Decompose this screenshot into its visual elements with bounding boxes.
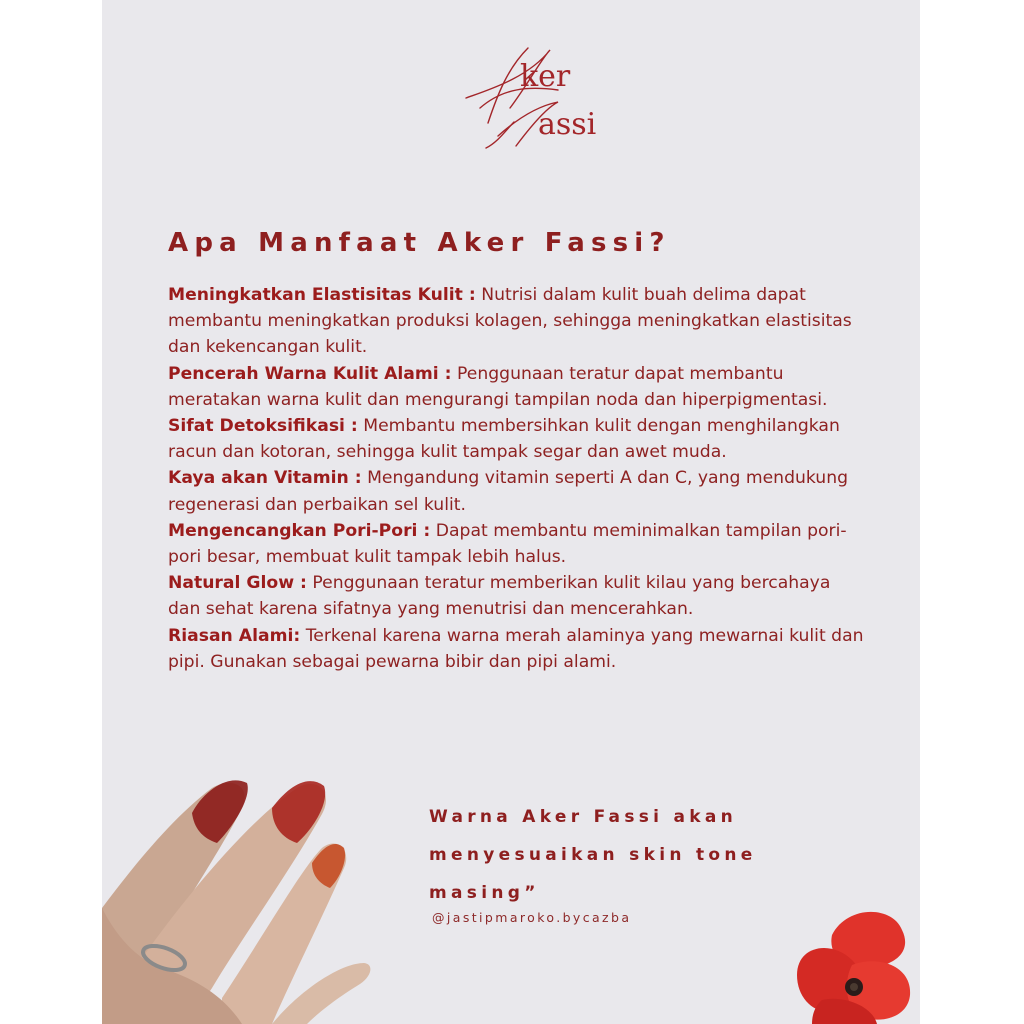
instagram-handle: @jastipmaroko.bycazba: [432, 910, 632, 925]
benefit-desc: Penggunaan teratur dapat membantu meratakan warna kulit dan mengurangi tampilan noda dan hiperpigmentasi.: [168, 363, 828, 410]
benefit-item: [168, 361, 868, 413]
benefit-name: Meningkatkan Elastisitas Kulit :: [168, 285, 476, 305]
benefit-desc: Membantu membersihkan kulit dengan menghilangkan racun dan kotoran, sehingga kulit tampak segar dan awet muda.: [168, 416, 840, 463]
stained-hand-photo: [102, 758, 402, 1024]
svg-text:assi: assi: [538, 107, 597, 142]
benefit-item: [168, 623, 868, 675]
benefit-name: Sifat Detoksifikasi :: [168, 416, 358, 437]
benefit-name: Natural Glow :: [168, 573, 307, 594]
benefit-item: [168, 518, 868, 570]
benefit-desc: Nutrisi dalam kulit buah delima dapat membantu meningkatkan produksi kolagen, sehingga meningkatkan elastisitas dan kekencangan kulit.: [168, 285, 852, 358]
benefit-desc: Dapat membantu meminimalkan tampilan pori-pori besar, membuat kulit tampak lebih halus.: [168, 520, 847, 568]
benefit-name: Pencerah Warna Kulit Alami :: [168, 363, 452, 384]
info-card: [102, 0, 920, 1024]
benefit-name: Riasan Alami:: [168, 625, 301, 646]
svg-text:ker: ker: [520, 59, 571, 94]
benefit-item: [168, 282, 868, 361]
benefit-name: Kaya akan Vitamin :: [168, 468, 362, 489]
page-title: Apa Manfaat Aker Fassi?: [168, 228, 671, 258]
benefits-list: [168, 282, 868, 675]
benefit-item: [168, 465, 868, 517]
quote-text: Warna Aker Fassi akan menyesuaikan skin tone masing”: [429, 807, 757, 903]
benefit-desc: Terkenal karena warna merah alaminya yang mewarnai kulit dan pipi. Gunakan sebagai pewarna bibir dan pipi alami.: [168, 625, 864, 672]
benefit-name: Mengencangkan Pori-Pori :: [168, 520, 431, 541]
benefit-desc: Mengandung vitamin seperti A dan C, yang mendukung regenerasi dan perbaikan sel kulit.: [168, 468, 848, 515]
poppy-flower-image: [792, 905, 920, 1024]
benefit-item: [168, 570, 868, 622]
aker-fassi-logo: [458, 38, 608, 158]
benefit-desc: Penggunaan teratur memberikan kulit kilau yang bercahaya dan sehat karena sifatnya yang menutrisi dan mencerahkan.: [168, 573, 831, 620]
benefit-item: [168, 413, 868, 465]
